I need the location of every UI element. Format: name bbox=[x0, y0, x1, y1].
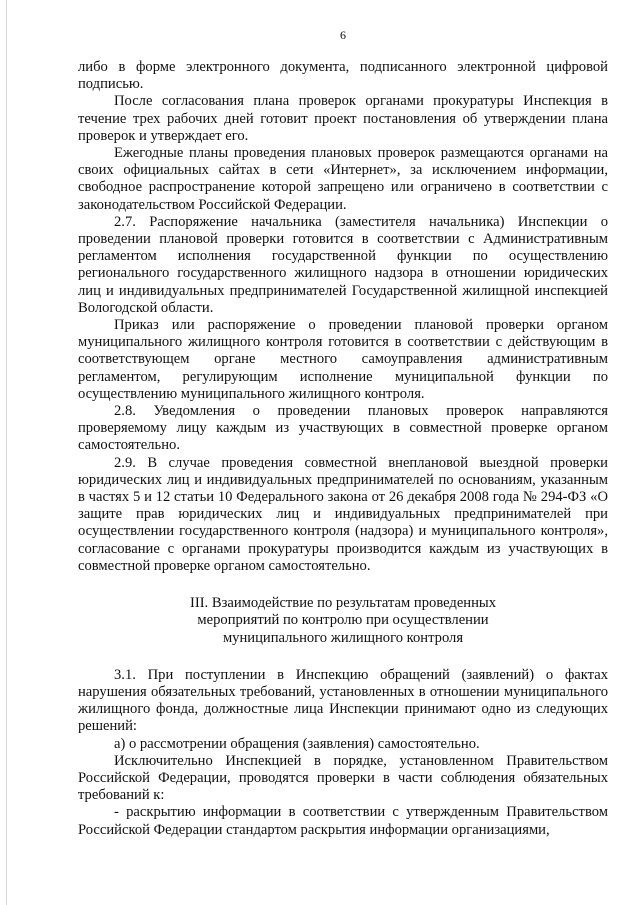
paragraph-2-9: 2.9. В случае проведения совместной внеплановой выездной проверки юридических лиц и индивидуальных предпринимателей по основаниям, указанным в частях 5 и 12 статьи 10 Федерального закона от 26 декабря 2008 года № 294-ФЗ «О защите прав юридических лиц и индивидуальных предпринимателей при осуществлении государственного контроля (надзора) и муниципального контроля», согласование с органами прокуратуры производится каждым из участвующих в совместной проверке органом самостоятельно. bbox=[78, 454, 608, 574]
scan-edge bbox=[6, 0, 7, 905]
paragraph-annual-plans: Ежегодные планы проведения плановых проверок размещаются органами на своих официальных сайтах в сети «Интернет», за исключением информации, свободное распространение которой запрещено или ограничено в соответствии с законодательством Российской Федерации. bbox=[78, 145, 608, 213]
document-body bbox=[78, 59, 608, 839]
section-heading-line: III. Взаимодействие по результатам проведенных bbox=[189, 595, 497, 612]
paragraph-3-1: 3.1. При поступлении в Инспекцию обращений (заявлений) о фактах нарушения обязательных требований, установленных в отношении муниципального жилищного фонда, должностные лица Инспекции принимают одно из следующих решений: bbox=[78, 666, 608, 735]
paragraph-2-7: 2.7. Распоряжение начальника (заместителя начальника) Инспекции о проведении плановой проверки готовится в соответствии с Административным регламентом исполнения государственной функции по осуществлению регионального государственного жилищного надзора в отношении юридических лиц и индивидуальных предпринимателей Государственной жилищной инспекцией Вологодской области. bbox=[78, 213, 608, 316]
paragraph-order-municipal: Приказ или распоряжение о проведении плановой проверки органом муниципального жилищного контроля готовится в соответствии с действующим в соответствующем органе местного самоуправления административным регламентом, регулирующим исполнение муниципальной функции по осуществлению муниципального жилищного контроля. bbox=[78, 317, 608, 402]
section-heading-line: мероприятий по контролю при осуществлении bbox=[197, 612, 489, 629]
section-heading bbox=[78, 595, 608, 647]
paragraph-exclusive-inspection: Исключительно Инспекцией в порядке, установленном Правительством Российской Федерации, проводятся проверки в части соблюдения обязательных требований к: bbox=[78, 752, 608, 804]
paragraph-2-8: 2.8. Уведомления о проведении плановых проверок направляются проверяемому лицу каждым из участвующих в совместной проверке органом самостоятельно. bbox=[78, 403, 608, 454]
section-heading-line: муниципального жилищного контроля bbox=[222, 629, 464, 646]
paragraph-plan-approval: После согласования плана проверок органами прокуратуры Инспекция в течение трех рабочих дней готовит проект постановления об утверждении плана проверок и утверждает его. bbox=[78, 93, 608, 144]
page-number: 6 bbox=[340, 28, 346, 42]
paragraph-decision-a: а) о рассмотрении обращения (заявления) самостоятельно. bbox=[114, 735, 480, 752]
paragraph-disclosure: - раскрытию информации в соответствии с утвержденным Правительством Российской Федерации стандартом раскрытия информации организациями, bbox=[78, 804, 608, 838]
paragraph-continuation: либо в форме электронного документа, подписанного электронной цифровой подписью. bbox=[78, 59, 608, 93]
